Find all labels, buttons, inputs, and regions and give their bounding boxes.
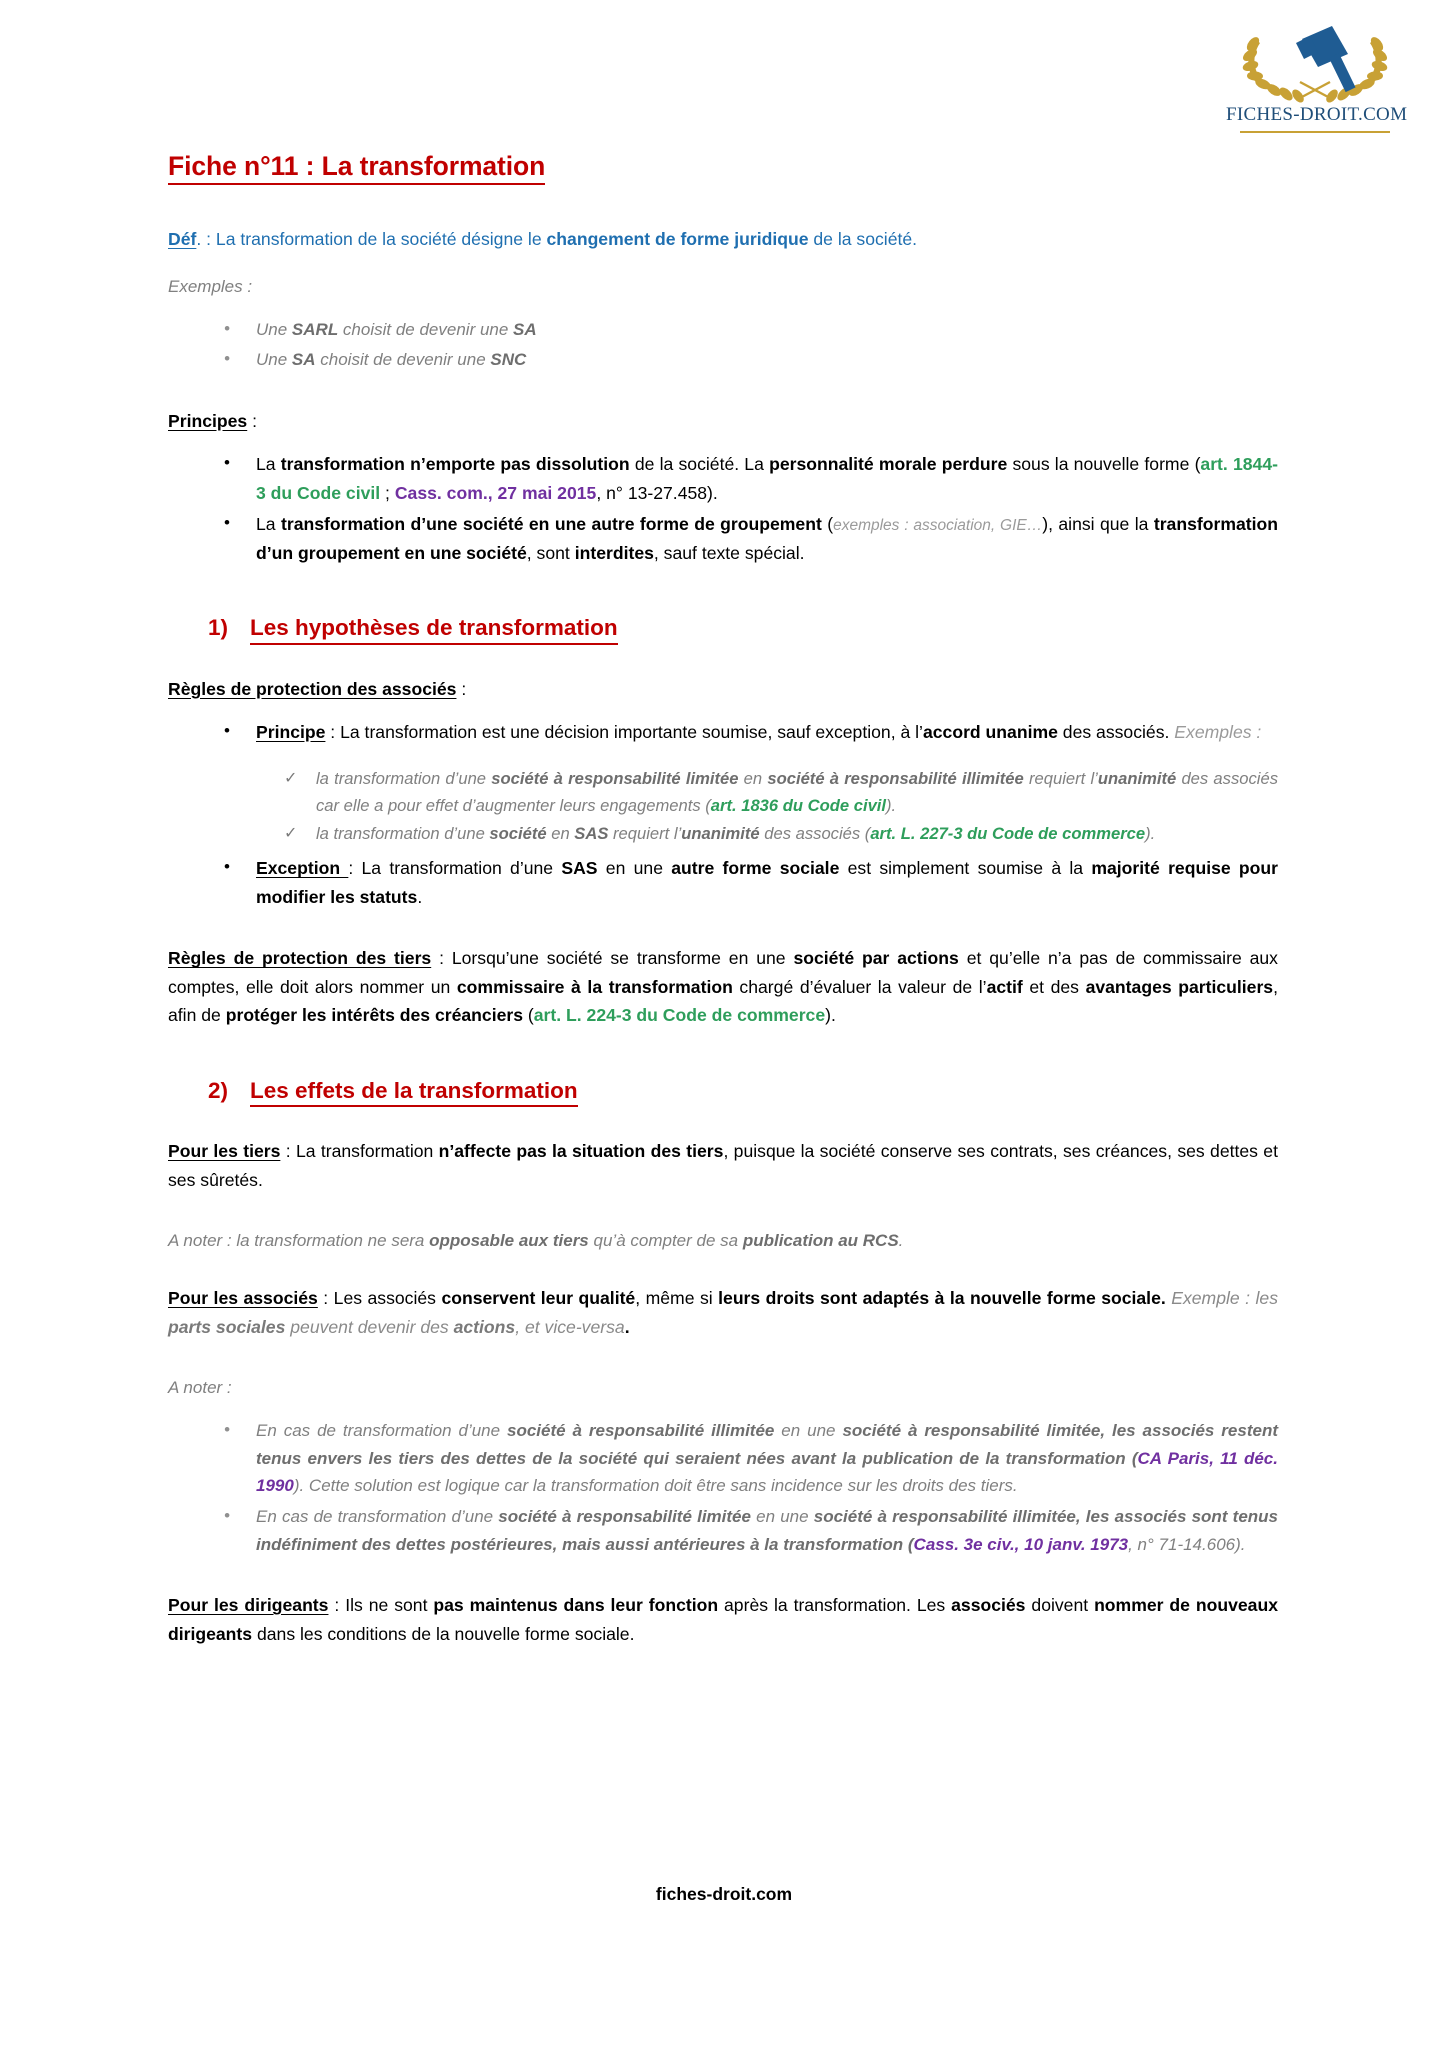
text: , afin de: [168, 976, 1278, 1026]
text: La transformation est une décision importante soumise, sauf exception, à l’: [340, 722, 923, 743]
text: la transformation d’une: [316, 768, 492, 788]
section-number: 1): [208, 615, 229, 641]
text: En cas de transformation d’une: [256, 1506, 499, 1526]
text: chargé d’évaluer la valeur de l’: [732, 976, 987, 997]
site-logo: [1226, 14, 1408, 133]
section-title: Les effets de la transformation: [250, 1076, 578, 1107]
text: après la transformation. Les: [718, 1595, 952, 1616]
text: , puisque la société conserve ses contrats, ses créances, ses dettes et ses sûretés.: [168, 1141, 1278, 1190]
text: des associés car elle a pour effet d’augmenter leurs engagements (: [316, 768, 1278, 815]
bold-text: société à responsabilité limitée: [498, 1506, 751, 1526]
bold-text: SAS: [574, 824, 609, 844]
tiers-rules-label: Règles de protection des tiers: [168, 948, 432, 969]
tiers-rules-paragraph: [168, 944, 1278, 1030]
text: en une: [597, 858, 672, 879]
text: :: [280, 1141, 296, 1161]
bold-text: commissaire à la transformation: [456, 976, 733, 997]
example-pre: Une: [256, 350, 292, 370]
principe-label: Principe: [256, 722, 326, 743]
text: (: [821, 514, 834, 535]
definition-label: Déf: [168, 229, 197, 250]
text: En cas de transformation d’une: [256, 1421, 508, 1441]
bold-text: personnalité morale perdure: [769, 454, 1008, 475]
associes-notes-list: [216, 1417, 1278, 1558]
list-item: [216, 450, 1278, 507]
text: , n° 13-27.458).: [596, 482, 718, 503]
bold-text: protéger les intérêts des créanciers: [225, 1005, 523, 1026]
text: :: [431, 948, 452, 969]
text: dans les conditions de la nouvelle forme sociale.: [252, 1623, 635, 1644]
principes-label-tail: :: [247, 410, 257, 431]
associes-rules-heading: [168, 675, 1278, 704]
associes-rules-label: Règles de protection des associés: [168, 678, 457, 699]
text: de la société. La: [629, 454, 770, 475]
bold-text: unanimité: [681, 824, 760, 844]
text: sous la nouvelle forme (: [1007, 454, 1201, 475]
list-item: [216, 854, 1278, 911]
logo-brand-text: FICHES-DROIT.COM: [1226, 104, 1408, 125]
text: est simplement soumise à la: [839, 858, 1092, 879]
page-title: Fiche n°11 : La transformation: [168, 150, 545, 185]
example-pre: Une: [256, 319, 292, 339]
bold-text: publication au RCS: [742, 1231, 899, 1250]
pour-les-dirigeants-label: Pour les dirigeants: [168, 1595, 329, 1616]
bold-text: société à responsabilité illimitée: [507, 1421, 775, 1441]
text: (: [1125, 1448, 1138, 1468]
inline-note-bold: actions: [453, 1316, 516, 1337]
inline-note-bold: parts sociales: [168, 1316, 286, 1337]
text: qu’à compter de sa: [588, 1231, 743, 1250]
text: , sauf texte spécial.: [653, 542, 805, 563]
logo-divider: [1240, 131, 1390, 133]
text: La: [256, 514, 281, 535]
section-number: 2): [208, 1077, 229, 1103]
bold-text: société à responsabilité illimitée, les associés sont tenus indéfiniment des dettes postérieures, mais aussi antérieures à la transformation: [256, 1506, 1278, 1554]
text: ), ainsi que la: [1042, 514, 1154, 535]
pour-les-associes-label: Pour les associés: [168, 1288, 318, 1309]
section-heading-2: [168, 1076, 1278, 1107]
bold-text: avantages particuliers: [1085, 976, 1274, 997]
example-bold-2: SNC: [490, 350, 527, 370]
bold-text: conservent leur qualité: [441, 1288, 636, 1309]
bold-text: SAS: [561, 858, 598, 879]
legal-reference: art. 1836 du Code civil: [710, 795, 887, 815]
caselaw-reference: Cass. com., 27 mai 2015: [394, 482, 597, 503]
examples-label: Exemples :: [168, 276, 253, 296]
associes-rules-list: [216, 718, 1278, 747]
example-bold-1: SARL: [291, 319, 339, 339]
bold-text: transformation n’emporte pas dissolution: [280, 454, 630, 475]
pour-les-associes-paragraph: [168, 1284, 1278, 1341]
bold-text: transformation d’une société en une autre forme de groupement: [280, 514, 822, 535]
principe-examples-list: [278, 766, 1278, 849]
text: :: [325, 722, 341, 743]
inline-note: Exemples :: [1174, 722, 1262, 743]
list-item: [216, 1417, 1278, 1500]
text: et qu’elle n’a pas de commissaire aux comptes, elle doit alors nommer un: [168, 948, 1278, 997]
section-heading-1: [168, 613, 1278, 644]
text: La: [256, 454, 281, 475]
text: ).: [825, 1005, 836, 1026]
bold-text: actif: [986, 976, 1023, 997]
text: en: [546, 824, 575, 844]
text: , même si: [635, 1288, 719, 1309]
text: en une: [750, 1506, 814, 1526]
text: :: [328, 1595, 346, 1616]
list-item: [216, 1503, 1278, 1558]
bold-text: interdites: [574, 542, 654, 563]
bold-text: société à responsabilité illimitée: [767, 768, 1024, 788]
text: requiert l’: [608, 824, 682, 844]
principes-heading: [168, 407, 1278, 436]
legal-reference: art. L. 227-3 du Code de commerce: [870, 824, 1146, 844]
associes-rules-tail: :: [456, 678, 467, 699]
text: ;: [380, 482, 395, 503]
bold-text: associés: [951, 1595, 1026, 1616]
pour-les-dirigeants-paragraph: [168, 1591, 1278, 1648]
definition-label-tail: . :: [196, 229, 216, 250]
list-item: [216, 510, 1278, 567]
section-title: Les hypothèses de transformation: [250, 613, 618, 644]
bold-text: majorité requise pour modifier les statuts: [256, 858, 1278, 907]
definition-text-2: de la société.: [808, 229, 918, 250]
list-item: [278, 821, 1278, 848]
text: en une: [774, 1421, 843, 1441]
example-bold-1: SA: [291, 350, 316, 370]
exception-label: Exception: [256, 858, 349, 879]
caselaw-reference: Cass. 3e civ., 10 janv. 1973: [913, 1534, 1129, 1554]
bold-text: opposable aux tiers: [429, 1231, 589, 1250]
principes-list: [216, 450, 1278, 567]
text: Lorsqu’une société se transforme en une: [451, 948, 794, 969]
note-label-associes: A noter :: [168, 1378, 232, 1398]
text: ).: [886, 795, 897, 815]
text: Ils ne sont: [345, 1595, 434, 1616]
bold-text: société à responsabilité limitée, les associés restent tenus envers les tiers des dettes de la société qui seraient nées avant la publication de la transformation: [256, 1421, 1278, 1468]
caselaw-reference: CA Paris, 11 déc. 1990: [256, 1448, 1278, 1496]
list-item: [216, 718, 1278, 747]
text: .: [624, 1316, 630, 1337]
page-footer: fiches-droit.com: [655, 1884, 793, 1904]
definition-paragraph: [168, 225, 1278, 254]
text: Les associés: [333, 1288, 442, 1309]
bold-text: société à responsabilité limitée: [491, 768, 739, 788]
list-item: [278, 766, 1278, 820]
text: , sont: [526, 542, 575, 563]
text: , n° 71-14.606).: [1128, 1534, 1246, 1554]
inline-note: peuvent devenir des: [285, 1316, 454, 1337]
definition-text-1: La transformation de la société désigne le: [215, 229, 547, 250]
text: et des: [1022, 976, 1086, 997]
text: .: [1160, 1288, 1172, 1309]
bold-text: transformation d’un groupement en une société: [256, 514, 1278, 563]
text: des associés (: [759, 824, 871, 844]
bold-text: nommer de nouveaux dirigeants: [168, 1595, 1278, 1644]
exception-list: [216, 854, 1278, 911]
bold-text: leurs droits sont adaptés à la nouvelle forme sociale: [718, 1288, 1161, 1309]
example-mid: choisit de devenir une: [338, 319, 514, 339]
inline-note: Exemple : les: [1171, 1288, 1279, 1309]
gavel-laurel-icon: [1226, 14, 1404, 108]
pour-les-tiers-label: Pour les tiers: [168, 1141, 281, 1161]
text: La transformation d’une: [361, 858, 562, 879]
text: .: [417, 886, 423, 907]
text: :: [348, 858, 362, 879]
text: ). Cette solution est logique car la transformation doit être sans incidence sur les droits des tiers.: [293, 1476, 1018, 1496]
text: La transformation: [295, 1141, 439, 1161]
text: ).: [1145, 824, 1156, 844]
text: requiert l’: [1023, 768, 1098, 788]
text: .: [898, 1231, 904, 1250]
text: (: [523, 1005, 534, 1026]
text: des associés.: [1057, 722, 1175, 743]
legal-reference: art. 1844-3 du Code civil: [256, 454, 1278, 503]
inline-note: , et vice-versa: [515, 1316, 625, 1337]
example-mid: choisit de devenir une: [315, 350, 491, 370]
list-item: [216, 316, 1278, 344]
bold-text: société: [489, 824, 547, 844]
example-bold-2: SA: [513, 319, 537, 339]
definition-emphasis: changement de forme juridique: [546, 229, 809, 250]
bold-text: accord unanime: [922, 722, 1058, 743]
bold-text: unanimité: [1097, 768, 1177, 788]
text: en: [738, 768, 768, 788]
principes-label: Principes: [168, 410, 248, 431]
bold-text: pas maintenus dans leur fonction: [433, 1595, 719, 1616]
bold-text: société par actions: [793, 948, 959, 969]
examples-list: [216, 316, 1278, 374]
text: A noter : la transformation ne sera: [168, 1231, 430, 1250]
bold-text: autre forme sociale: [671, 858, 840, 879]
inline-note: exemples : association, GIE…: [833, 517, 1043, 535]
text: doivent: [1025, 1595, 1095, 1616]
legal-reference: art. L. 224-3 du Code de commerce: [533, 1005, 826, 1026]
text: (: [903, 1534, 914, 1554]
text: la transformation d’une: [316, 824, 490, 844]
pour-les-tiers-paragraph: [168, 1137, 1278, 1194]
list-item: [216, 346, 1278, 374]
text: :: [317, 1288, 334, 1309]
note-tiers: [168, 1227, 1278, 1254]
document-body: [168, 150, 1278, 1667]
bold-text: n’affecte pas la situation des tiers: [438, 1141, 724, 1161]
